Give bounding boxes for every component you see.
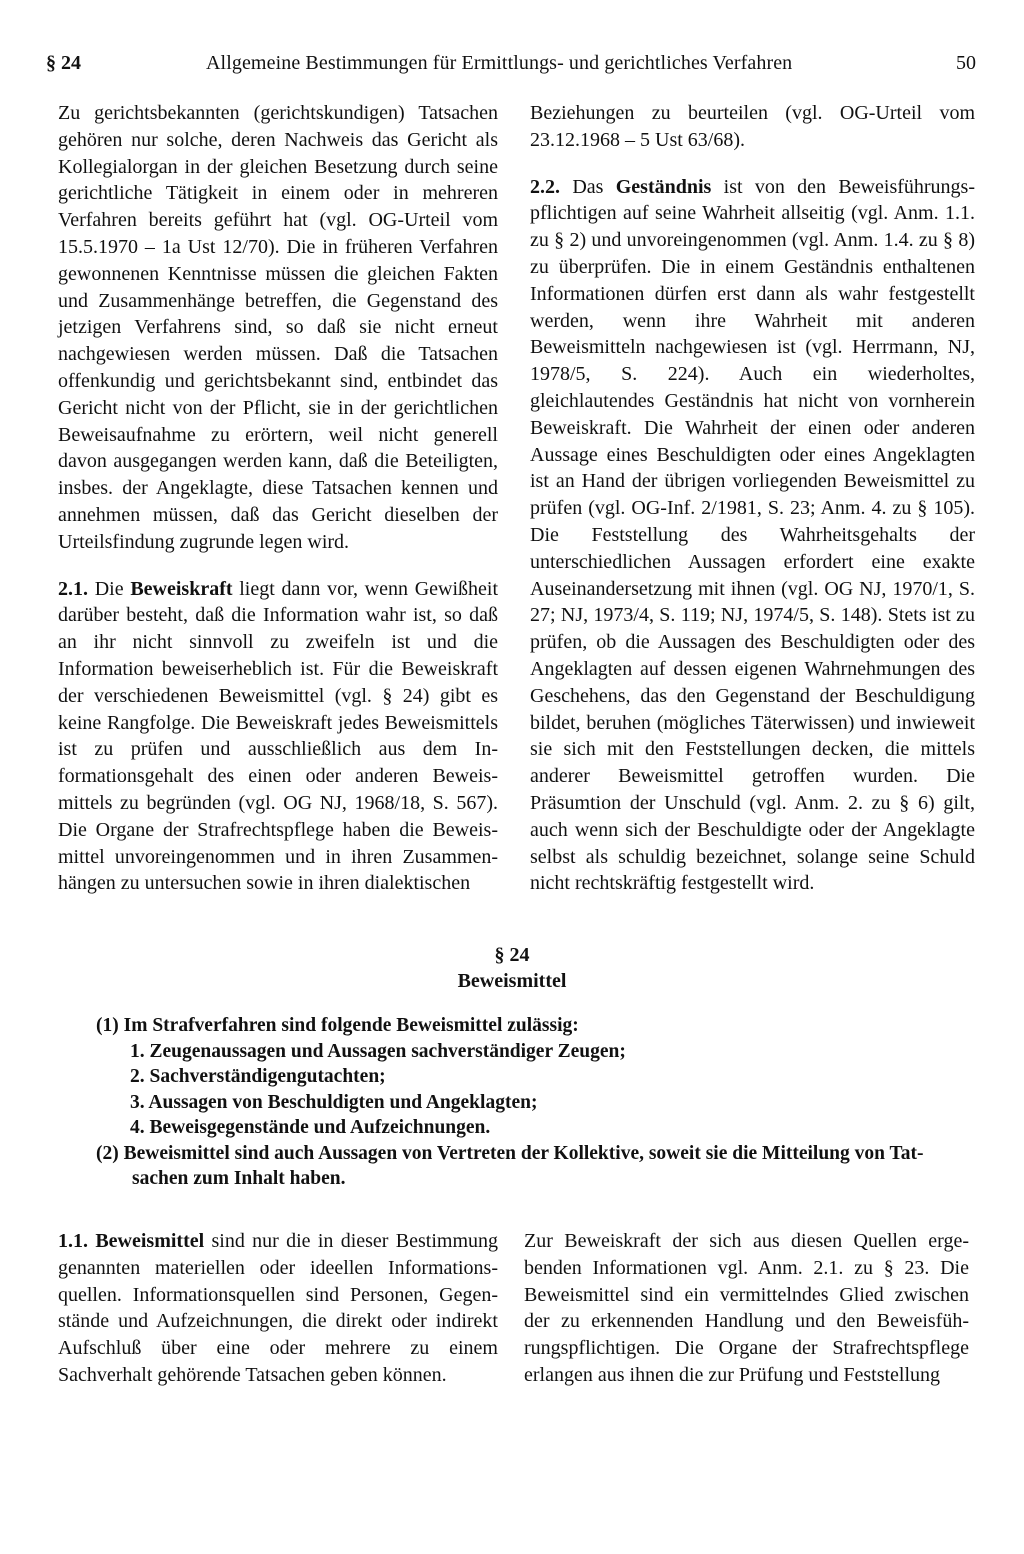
page-number: 50 — [956, 52, 976, 74]
statute-list-item: 4. Beweisgegenstände und Aufzeichnungen. — [130, 1117, 491, 1138]
commentary-paragraph-continuation: Zur Beweiskraft der sich aus diesen Quellen ergebenden Informationen vgl. Anm. 2.1. zu § 23. Die Beweismittel sind ein vermittelndes Glied zwischen der zu erkennenden Handlung und den Beweisführungspflichtigen. Die Organe der Strafrechtspflege erlangen aus ihnen die zur Prüfung und Feststellung — [524, 1230, 969, 1386]
statute-list-item: 1. Zeugenaussagen und Aussagen sachverständiger Zeugen; — [130, 1040, 626, 1062]
header-section-mark: § 24 — [46, 52, 81, 74]
paragraph-term: Beweiskraft — [130, 577, 233, 600]
statute-list — [96, 1039, 936, 1141]
paragraph-number: 2.2. — [530, 175, 560, 198]
law-section-title: Beweismittel — [457, 970, 567, 992]
paragraph-term: Geständnis — [615, 175, 712, 198]
paragraph-lead-word: Die — [94, 577, 124, 600]
paragraph-lead-word: Das — [572, 175, 604, 198]
paragraph-number: 1.1. — [58, 1230, 88, 1252]
commentary-paragraph-1-1 — [58, 1228, 498, 1389]
paragraph-number: 2.1. — [58, 577, 88, 600]
statute-text — [96, 1013, 936, 1192]
commentary-paragraph-2-1 — [58, 576, 498, 898]
statute-paragraph-1: (1) Im Strafverfahren sind folgende Beweismittel zulässig: — [96, 1015, 579, 1036]
paragraph-text: liegt dann vor, wenn Gewißheit darüber besteht, daß die Information wahr ist, so daß an ihr nicht sinnvoll zu zweifeln ist und die Information beweiserheblich ist. Für die Beweiskraft der verschiedenen Beweismittel (vgl. § 24) gibt es keine Rangfolge. Die Beweiskraft jedes Beweismittels ist zu prüfen und ausschließlich aus dem Informationsgehalt des einen oder anderen Beweismittels zu begründen (vgl. OG NJ, 1968/18, S. 567). Die Organe der Strafrechtspflege haben die Beweismittel unvoreingenommen und in ihren Zusammenhängen zu untersuchen sowie in ihren dialektischen — [58, 577, 499, 895]
running-header — [46, 50, 976, 80]
bottom-left-column — [58, 1228, 498, 1389]
commentary-paragraph-continuation: Beziehungen zu beurteilen (vgl. OG-Urteil vom 23.12.1968 – 5 Ust 63/68). — [530, 102, 975, 151]
statute-list-item: 2. Sachverständigengutachten; — [130, 1066, 386, 1087]
bottom-right-column — [524, 1228, 969, 1389]
top-right-column — [530, 100, 975, 897]
top-left-column — [58, 100, 498, 897]
paragraph-text: ist von den Beweisführungspflichtigen auf seine Wahrheit allseitig (vgl. Anm. 1.1. zu § 2) und unvoreingenommen (vgl. Anm. 1.4. zu § 8) zu überprüfen. Die in einem Geständnis enthaltenen Informationen dürfen erst dann als wahr festgestellt werden, wenn ihre Wahrheit mit anderen Beweismitteln nachgewiesen ist (vgl. Herrmann, NJ, 1978/5, S. 224). Auch ein wiederholtes, gleichlautendes Geständnis hat nicht von vornherein Beweiskraft. Die Wahrheit der einen oder anderen Aussage eines Beschuldigten oder eines Angeklagten ist an Hand der übrigen vorliegenden Beweismittel zu prüfen (vgl. OG-Inf. 2/1981, S. 23; Anm. 4. zu § 105). Die Feststellung des Wahrheitsgehalts der unterschiedlichen Aussagen erfordert eine exakte Auseinandersetzung mit ihnen (vgl. OG NJ, 1970/1, S. 27; NJ, 1973/4, S. 119; NJ, 1974/5, S. 148). Stets ist zu prüfen, ob die Aussagen des Beschuldigten oder des Angeklagten auf dessen eigenen Wahrnehmungen des Geschehens, das den Gegenstand der Beschuldigung bildet, beruhen (mögliches Täterwissen) und inwieweit sie sich mit den Feststellungen decken, die mittels anderer Beweismittel getroffen wurden. Die Präsumtion der Unschuld (vgl. Anm. 2. zu § 6) gilt, auch wenn sich der Beschuldigte oder der Angeklagte selbst als schuldig bezeichnet, solange seine Schuld nicht rechtskräftig festgestellt wird. — [530, 175, 975, 895]
commentary-paragraph-2-2 — [530, 174, 975, 898]
paragraph-term: Beweismittel — [95, 1230, 205, 1252]
statute-paragraph-2: (2) Beweismittel sind auch Aussagen von Vertreten der Kollektive, soweit sie die Mitteilung von Tat- — [96, 1142, 924, 1164]
header-title: Allgemeine Bestimmungen für Ermittlungs- und gerichtliches Verfahren — [206, 52, 793, 74]
law-section-mark: § 24 — [494, 944, 530, 966]
paragraph-text: sind nur die in dieser Bestimmung genannten materiellen oder ideellen Informationsquellen. Informationsquellen sind Personen, Gegenstände und Aufzeichnungen, die direkt oder indirekt Aufschluß über eine oder mehrere zu einem Sachverhalt gehörende Tatsachen geben können. — [58, 1230, 498, 1386]
commentary-paragraph-gerichtsbekannt: Zu gerichtsbekannten (gerichtskundigen) Tatsachen gehören nur solche, deren Nachweis das Gericht als Kollegialorgan in der gleichen Besetzung durch seine gerichtliche Tätigkeit in einem oder in mehreren Verfahren bereits geführt hat (vgl. OG-Urteil vom 15.5.1970 – 1a Ust 12/70). Die in früheren Verfahren gewonnenen Kenntnisse müssen die gleichen Fakten und Zusammenhänge betreffen, die Gegenstand des jetzigen Verfahrens sind, so daß sie nicht erneut nachgewiesen werden müssen. Daß die Tatsachen offenkundig und gerichtsbekannt sind, entbindet das Gericht nicht von der Pflicht, sie in der gerichtlichen Beweisaufnahme zu erörtern, weil nicht generell davon ausgegangen werden kann, daß die Beteiligten, insbes. der Angeklagte, diese Tatsachen kennen und annehmen müssen, daß das Gericht dieselben der Urteilsfindung zugrunde legen wird. — [58, 102, 498, 553]
statute-list-item: 3. Aussagen von Beschuldigten und Angeklagten; — [130, 1091, 538, 1113]
statute-paragraph-2-continuation: sachen zum Inhalt haben. — [132, 1168, 346, 1189]
